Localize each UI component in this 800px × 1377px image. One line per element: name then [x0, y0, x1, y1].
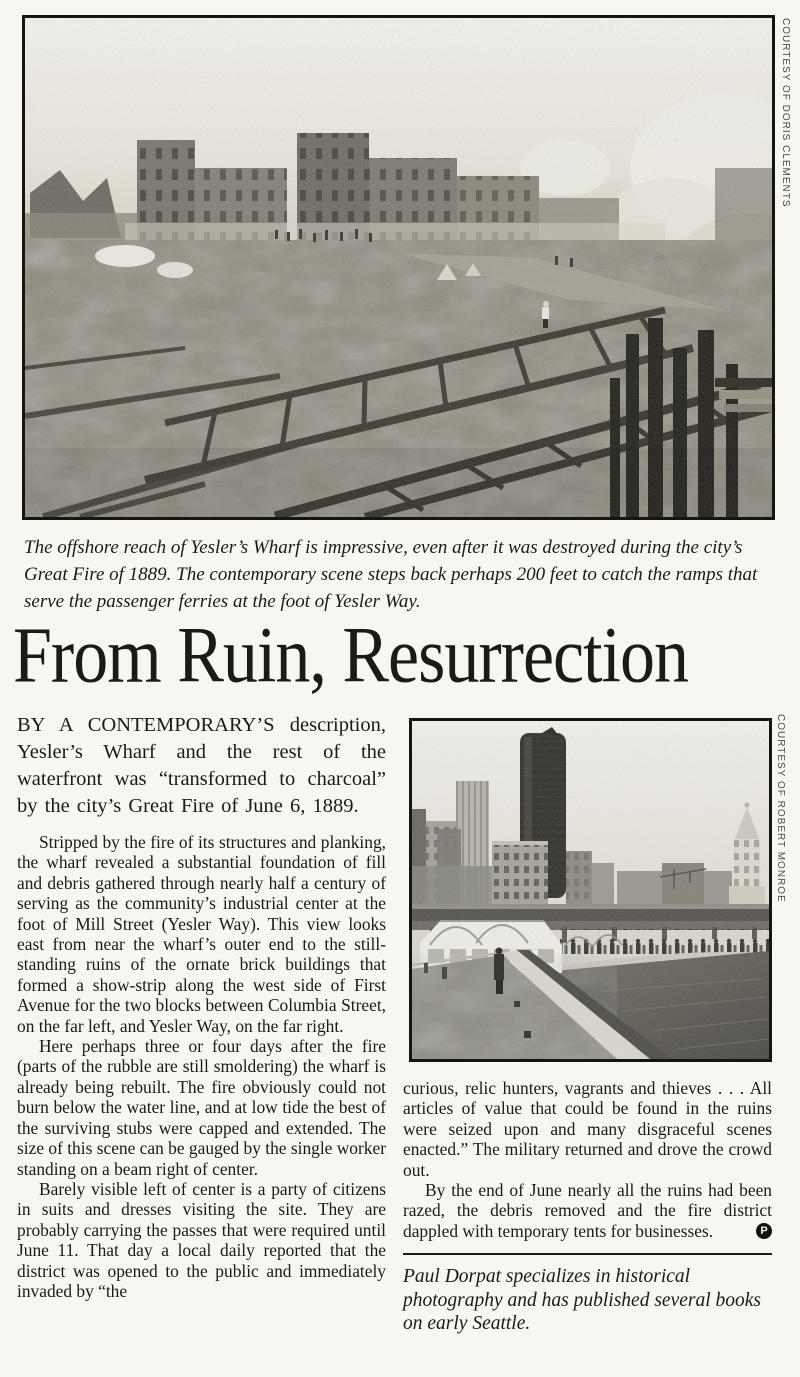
historic-photo [22, 15, 775, 520]
contemporary-photo-credit: COURTESY OF ROBERT MONROE [775, 714, 786, 903]
page-title: From Ruin, Resurrection [13, 612, 688, 700]
article-paragraph: Barely visible left of center is a party of citizens in suits and dresses visiting the site. They are probably carrying the passes that were required until June 11. That day a local daily reported that the district was opened to the public and immediately invaded by “the [17, 1178, 386, 1301]
author-bio: Paul Dorpat specializes in historical photography and has published several books on early Seattle. [403, 1266, 762, 1335]
photo-caption: The offshore reach of Yesler’s Wharf is impressive, even after it was destroyed during the city’s Great Fire of 1889. The contemporary scene steps back perhaps 200 feet to catch the ramps that serve the passenger ferries at the foot of Yesler Way. [24, 537, 758, 612]
historic-photo-credit: COURTESY OF DORIS CLEMENTS [780, 18, 791, 208]
historic-photo-art [25, 18, 772, 517]
article-final-paragraph [403, 1180, 772, 1241]
article-paragraph: curious, relic hunters, vagrants and thieves . . . All articles of value that could be found in the ruins were seized upon and many disgraceful scenes enacted.” The military returned and drove the crowd out. [403, 1078, 772, 1180]
article-column-left [17, 712, 386, 1336]
article-lead: BY A CONTEMPORARY’S description, Yesler’s Wharf and the rest of the waterfront was “transformed to charcoal” by the city’s Great Fire of June 6, 1889. [17, 714, 386, 817]
article-column-right [403, 712, 786, 1336]
article-paragraph: Stripped by the fire of its structures and planking, the wharf revealed a substantial foundation of fill and debris gathered through nearly half a century of serving as the community’s industrial center at the foot of Mill Street (Yesler Way). This view looks east from near the wharf’s outer end to the still-standing ruins of the ornate brick buildings that formed a show-strip along the west side of First Avenue for the two blocks between Columbia Street, on the far left, and Yesler Way, on the far right. [17, 832, 386, 1036]
contemporary-photo [409, 718, 772, 1062]
end-of-article-mark: P [756, 1223, 772, 1239]
article-paragraph: Here perhaps three or four days after the fire (parts of the rubble are still smoldering) the wharf is already being rebuilt. The fire obviously could not burn below the water line, and at low tide the best of the surviving stubs were capped and extended. The size of this scene can be gauged by the single worker standing on a beam right of center. [17, 1036, 386, 1179]
article-paragraph: By the end of June nearly all the ruins had been razed, the debris removed and the fire district dappled with temporary tents for businesses. [403, 1180, 772, 1241]
contemporary-photo-art [412, 721, 769, 1059]
divider-rule [403, 1253, 772, 1255]
article-body [17, 712, 786, 1336]
